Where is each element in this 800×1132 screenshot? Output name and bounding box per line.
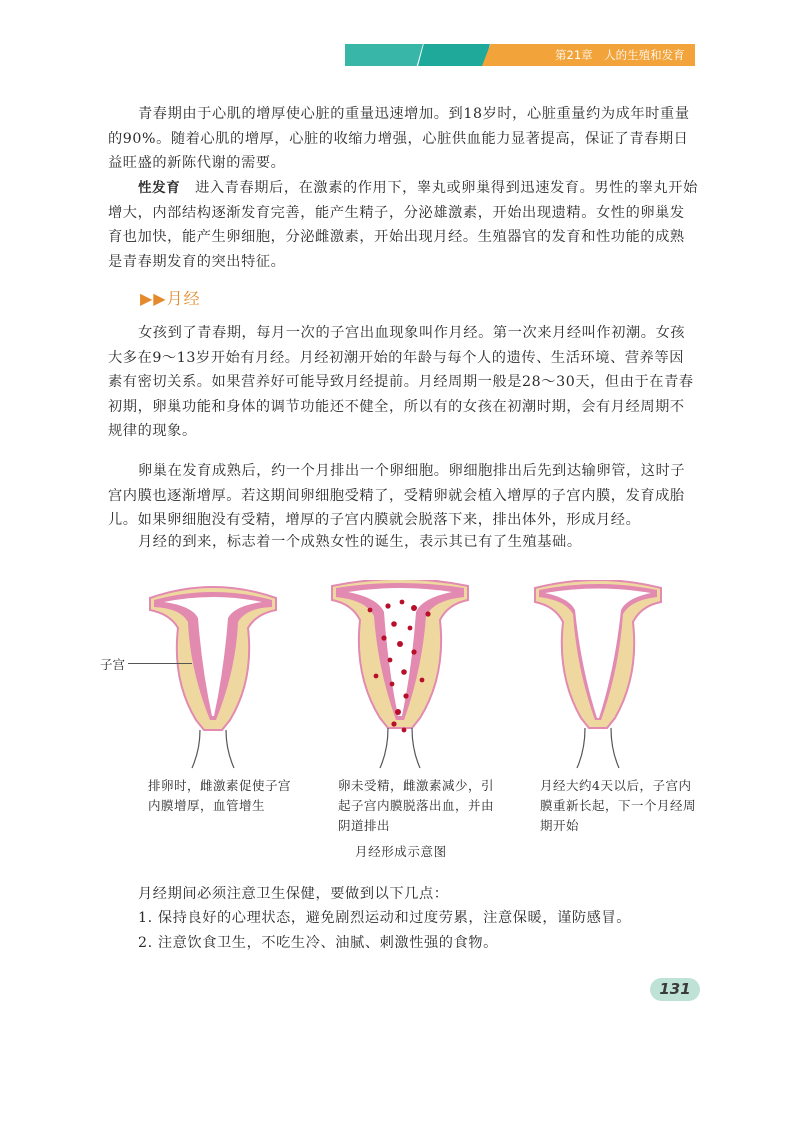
figure-title: 月经形成示意图 bbox=[355, 844, 447, 859]
label-uterus-leader-line bbox=[128, 663, 192, 664]
chapter-title: 第21章 人的生殖和发育 bbox=[555, 48, 685, 62]
header-band-teal-left bbox=[345, 44, 423, 66]
paragraph-sex-development bbox=[108, 176, 698, 274]
figure-caption-2: 卵未受精，雌激素减少，引起子宫内膜脱落出血，并由阴道排出 bbox=[338, 778, 495, 833]
header-band-teal-right bbox=[418, 44, 490, 66]
uterus-diagram-ovulation bbox=[148, 580, 278, 770]
figure-caption-1: 排卵时，雌激素促使子宫内膜增厚，血管增生 bbox=[148, 778, 292, 813]
label-uterus: 子宫 bbox=[100, 657, 126, 672]
paragraph-menses-2: 卵巢在发育成熟后，约一个月排出一个卵细胞。卵细胞排出后先到达输卵管，这时子宫内膜也逐渐增厚。若这期间卵细胞受精了，受精卵就会植入增厚的子宫内膜，发育成胎儿。如果卵细胞没有受精，增厚的子宫内膜就会脱落下来，排出体外，形成月经。 bbox=[108, 463, 686, 528]
term-sex-development: 性发育 bbox=[138, 180, 181, 196]
section-heading-menses: ▶▶月经 bbox=[140, 289, 201, 308]
paragraph-menses-1: 女孩到了青春期，每月一次的子宫出血现象叫作月经。第一次来月经叫作初潮。女孩大多在9～13岁开始有月经。月经初潮开始的年龄与每个人的遗传、生活环境、营养等因素有密切关系。如果营养好可能导致月经提前。月经周期一般是28～30天，但由于在青春初期，卵巢功能和身体的调节功能还不健全，所以有的女孩在初潮时期，会有月经周期不规律的现象。 bbox=[108, 325, 694, 439]
uterus-diagram-regeneration bbox=[533, 580, 663, 770]
paragraph-menses-3: 月经的到来，标志着一个成熟女性的诞生，表示其已有了生殖基础。 bbox=[138, 534, 582, 550]
hygiene-list-intro: 月经期间必须注意卫生保健，要做到以下几点： bbox=[138, 886, 449, 902]
page-number: 131 bbox=[650, 978, 700, 1001]
paragraph-heart: 青春期由于心肌的增厚使心脏的重量迅速增加。到18岁时，心脏重量约为成年时重量的90%。随着心肌的增厚，心脏的收缩力增强，心脏供血能力显著提高，保证了青春期日益旺盛的新陈代谢的需要。 bbox=[108, 106, 690, 171]
hygiene-list-item-1: 1. 保持良好的心理状态，避免剧烈运动和过度劳累，注意保暖，谨防感冒。 bbox=[138, 910, 632, 926]
figure-caption-3: 月经大约4天以后，子宫内膜重新长起，下一个月经周期开始 bbox=[540, 778, 697, 833]
uterus-diagram-menstruation bbox=[330, 580, 470, 770]
paragraph-sex-body: 进入青春期后，在激素的作用下，睾丸或卵巢得到迅速发育。男性的睾丸开始增大，内部结构逐渐发育完善，能产生精子，分泌雄激素，开始出现遗精。女性的卵巢发育也加快，能产生卵细胞，分泌雌激素，开始出现月经。生殖器官的发育和性功能的成熟是青春期发育的突出特征。 bbox=[108, 180, 698, 270]
hygiene-list-item-2: 2. 注意饮食卫生，不吃生冷、油腻、刺激性强的食物。 bbox=[138, 935, 498, 951]
